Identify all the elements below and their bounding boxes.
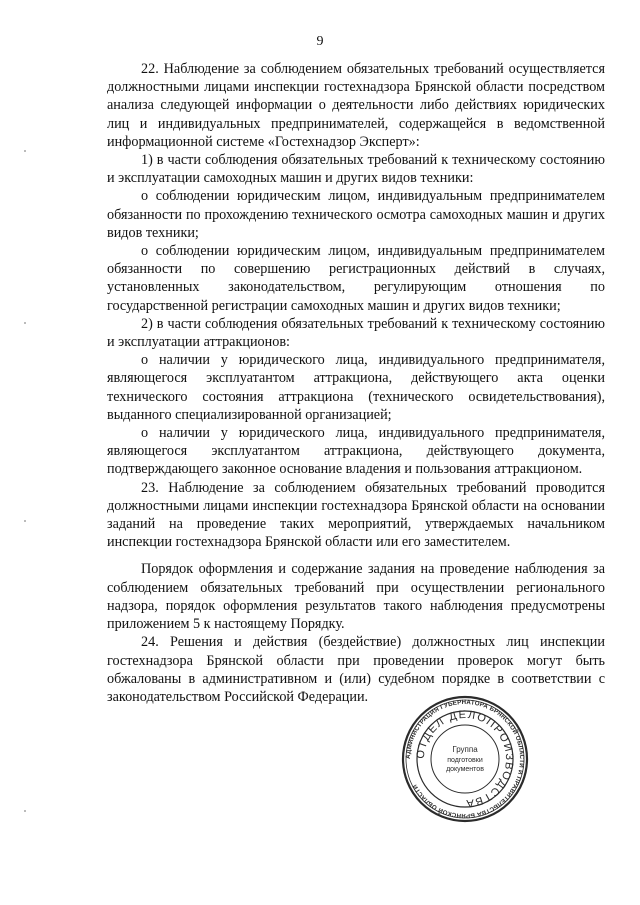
paragraph-22-item-2: 2) в части соблюдения обязательных требований к техническому состоянию и эксплуатации аттракционов: <box>107 315 605 351</box>
paragraph-23: 23. Наблюдение за соблюдением обязательных требований проводится должностными лицами инспекции гостехнадзора Брянской области на основании заданий на проведение таких мероприятий, утверждаемых начальником инспекции гостехнадзора Брянской области или его заместителем. <box>107 479 605 551</box>
page-number: 9 <box>316 34 324 49</box>
stamp-middle-text: ОТДЕЛ ДЕЛОПРОИЗВОДСТВА <box>414 708 516 810</box>
paragraph-22-item-1-sub-2: о соблюдении юридическим лицом, индивидуальным предпринимателем обязанности по совершению регистрационных действий в случаях, установленных законодательством, регулирующим отношения по государственной регистрации самоходных машин и других видов техники; <box>107 243 605 314</box>
stamp-outer-text: АДМИНИСТРАЦИЯ ГУБЕРНАТОРА БРЯНСКОЙ ОБЛАСТИ И ПРАВИТЕЛЬСТВА БРЯНСКОЙ ОБЛАСТИ <box>404 698 526 820</box>
paragraph-22: 22. Наблюдение за соблюдением обязательных требований осуществляется должностными лицами инспекции гостехнадзора Брянской области посредством анализа следующей информации о деятельности либо действиях юридических лиц и индивидуальных предпринимателей, содержащейся в ведомственной информационной системе «Гостехнадзор Эксперт»: <box>107 61 605 150</box>
stamp-center-line-1: Группа <box>452 745 478 754</box>
scan-artifact <box>24 322 26 324</box>
paragraph-22-item-2-sub-1: о наличии у юридического лица, индивидуального предпринимателя, являющегося эксплуатантом аттракциона, действующего акта оценки технического состояния аттракциона (технического освидетельствования), выданного специализированной организацией; <box>107 352 605 423</box>
paragraph-22-item-1-sub-1: о соблюдении юридическим лицом, индивидуальным предпринимателем обязанности по прохождению технического осмотра самоходных машин и других видов техники; <box>107 188 605 241</box>
document-body <box>107 60 605 706</box>
paragraph-24: 24. Решения и действия (бездействие) должностных лиц инспекции гостехнадзора Брянской области при проведении проверок могут быть обжалованы в административном и (или) судебном порядке в соответствии с законодательством Российской Федерации. <box>107 634 605 705</box>
paragraph-23-procedure: Порядок оформления и содержание задания на проведение наблюдения за соблюдением обязательных требований при осуществлении регионального надзора, порядок оформления результатов такого наблюдения предусмотрены приложением 5 к настоящему Порядку. <box>107 561 605 633</box>
paragraph-22-item-2-sub-2: о наличии у юридического лица, индивидуального предпринимателя, являющегося эксплуатантом аттракциона, действующего документа, подтверждающего законное основание владения и пользования аттракционом. <box>107 425 605 478</box>
scan-artifact <box>24 520 26 522</box>
stamp-center-line-2: подготовки <box>447 757 483 764</box>
scan-artifact <box>24 150 26 152</box>
paragraph-22-item-1: 1) в части соблюдения обязательных требований к техническому состоянию и эксплуатации самоходных машин и других видов техники: <box>107 152 605 187</box>
scan-artifact <box>24 810 26 812</box>
official-round-stamp <box>401 695 529 823</box>
stamp-center-line-3: документов <box>446 766 484 773</box>
